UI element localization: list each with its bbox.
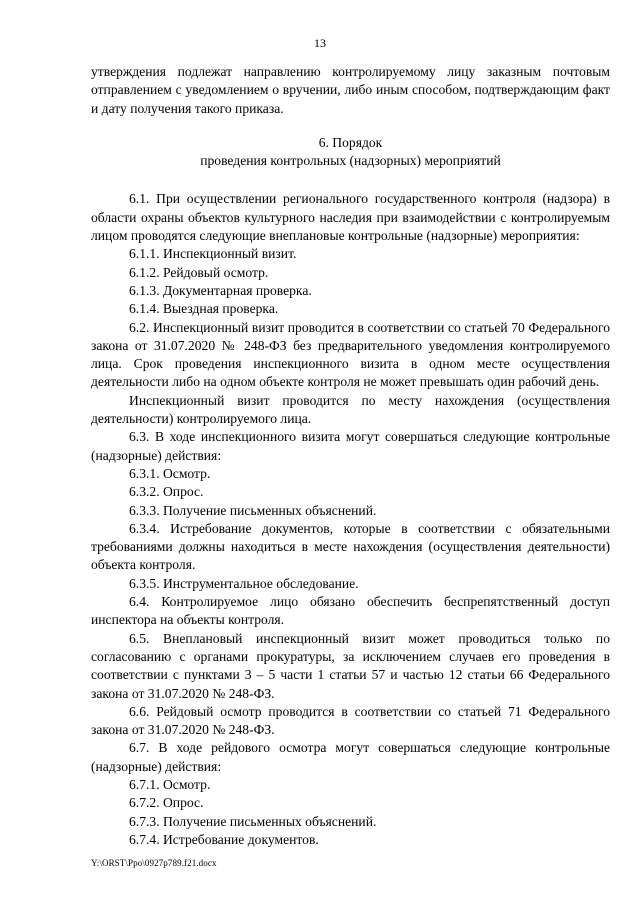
footer-file-path: Y:\ORST\Ppo\0927p789.f21.docx bbox=[91, 858, 217, 868]
paragraph-6-6: 6.6. Рейдовый осмотр проводится в соответствии со статьей 71 Федерального закона от 31.07.2020 № 248-ФЗ. bbox=[91, 703, 610, 738]
paragraph-6-7: 6.7. В ходе рейдового осмотра могут совершаться следующие контрольные (надзорные) действия: bbox=[91, 740, 610, 774]
paragraph-6-3-4: 6.3.4. Истребование документов, которые в соответствии с обязательными требованиями должны находиться в месте нахождения (осуществления деятельности) объекта контроля. bbox=[91, 520, 610, 573]
paragraph-6-3-5: 6.3.5. Инструментальное обследование. bbox=[129, 575, 359, 591]
page-number: 13 bbox=[314, 36, 326, 50]
paragraph-6-1: 6.1. При осуществлении регионального государственного контроля (надзора) в области охраны объектов культурного наследия при взаимодействии с контролируемым лицом проводятся следующие внеплановые контрольные (надзорные) мероприятия: bbox=[91, 191, 610, 244]
paragraph-6-1-4: 6.1.4. Выездная проверка. bbox=[129, 301, 279, 317]
paragraph-6-5: 6.5. Внеплановый инспекционный визит может проводиться только по согласованию с органами прокуратуры, за исключением случаев его проведения в соответствии с пунктами 3 – 5 части 1 статьи 57 и частью 12 статьи 66 Федерального закона от 31.07.2020 № 248-ФЗ. bbox=[91, 630, 610, 701]
section-heading-subtitle: проведения контрольных (надзорных) мероприятий bbox=[200, 153, 501, 169]
section-heading-title: 6. Порядок bbox=[318, 134, 383, 150]
document-body bbox=[91, 63, 610, 849]
paragraph-6-2: 6.2. Инспекционный визит проводится в соответствии со статьей 70 Федерального закона от 31.07.2020 № 248-ФЗ без предварительного уведомления контролируемого лица. Срок проведения инспекционного визита в одном месте осуществления деятельности либо на одном объекте контроля не может превышать один рабочий день. bbox=[91, 319, 610, 390]
paragraph-6-2-continued: Инспекционный визит проводится по месту нахождения (осуществления деятельности) контролируемого лица. bbox=[91, 392, 610, 427]
paragraph-6-3-1: 6.3.1. Осмотр. bbox=[129, 465, 211, 481]
paragraph-6-7-1: 6.7.1. Осмотр. bbox=[129, 776, 211, 792]
paragraph-6-3: 6.3. В ходе инспекционного визита могут совершаться следующие контрольные (надзорные) действия: bbox=[91, 429, 610, 463]
paragraph-6-1-2: 6.1.2. Рейдовый осмотр. bbox=[129, 264, 269, 280]
paragraph-6-3-2: 6.3.2. Опрос. bbox=[129, 484, 204, 500]
paragraph-6-3-3: 6.3.3. Получение письменных объяснений. bbox=[129, 502, 377, 518]
paragraph-6-1-1: 6.1.1. Инспекционный визит. bbox=[129, 246, 297, 262]
paragraph-6-4: 6.4. Контролируемое лицо обязано обеспечить беспрепятственный доступ инспектора на объекты контроля. bbox=[91, 594, 610, 628]
paragraph-6-7-2: 6.7.2. Опрос. bbox=[129, 795, 204, 811]
paragraph-6-7-3: 6.7.3. Получение письменных объяснений. bbox=[129, 813, 377, 829]
intro-paragraph: утверждения подлежат направлению контролируемому лицу заказным почтовым отправлением с уведомлением о вручении, либо иным способом, подтверждающим факт и дату получения такого приказа. bbox=[91, 64, 610, 116]
paragraph-6-1-3: 6.1.3. Документарная проверка. bbox=[129, 282, 312, 298]
paragraph-6-7-4: 6.7.4. Истребование документов. bbox=[129, 831, 319, 847]
